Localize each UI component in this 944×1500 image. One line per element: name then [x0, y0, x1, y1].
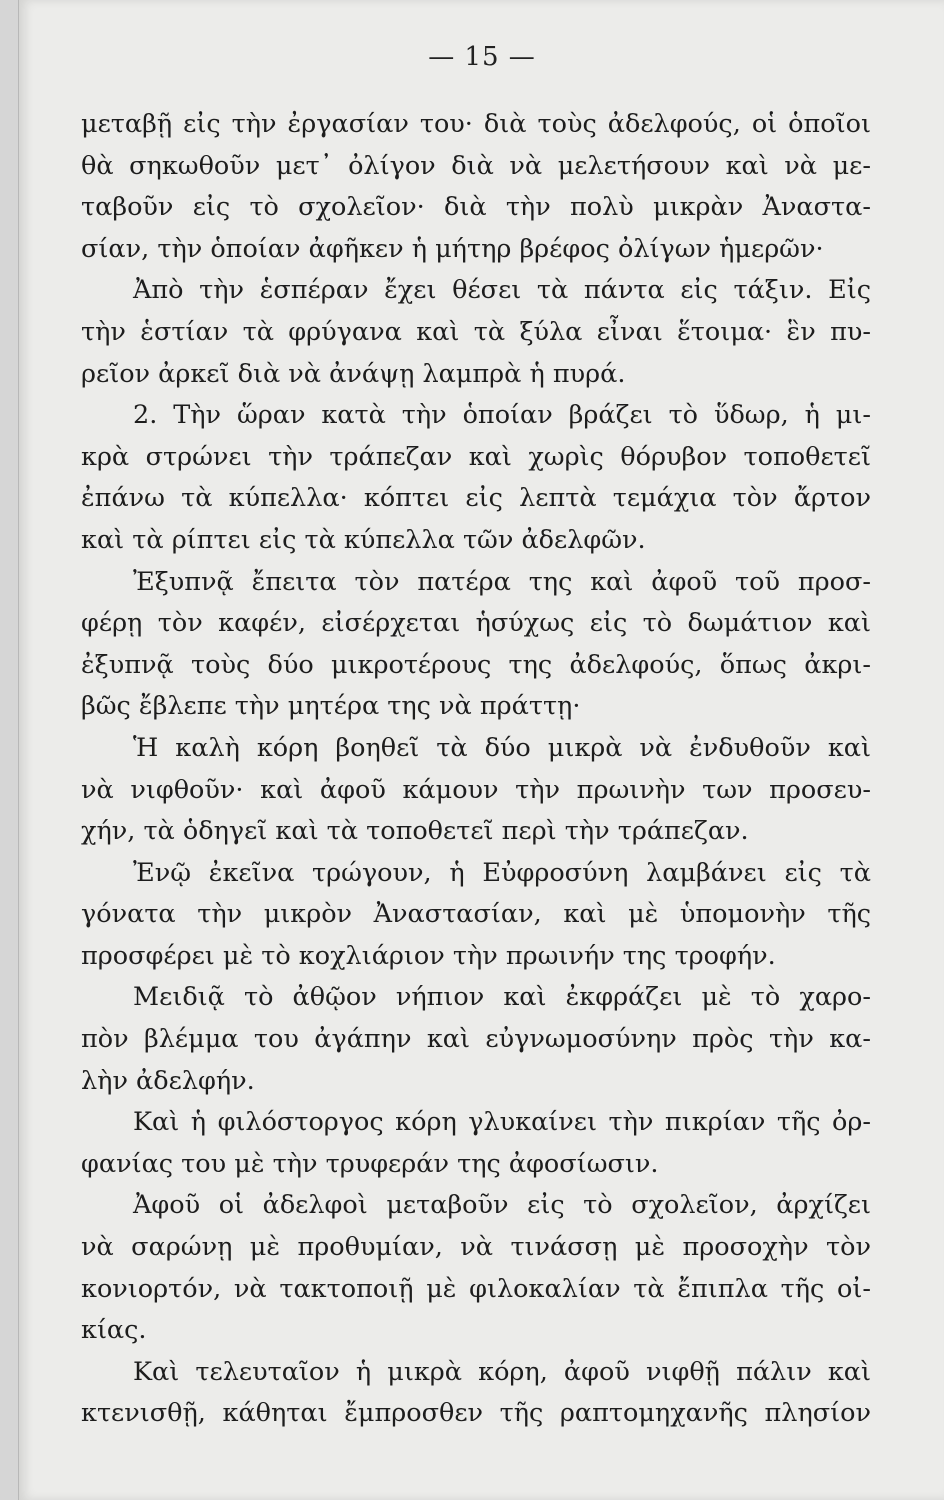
text-line: φέρῃ τὸν καφέν, εἰσέρχεται ἡσύχως εἰς τὸ δωμάτιον καὶ [81, 608, 871, 639]
body-text [81, 104, 871, 1435]
text-line: Ἐνῷ ἐκεῖνα τρώγουν, ἡ Εὐφροσύνη λαμβάνει εἰς τὰ [133, 857, 871, 888]
text-line: Καὶ ἡ φιλόστοργος κόρη γλυκαίνει τὴν πικρίαν τῆς ὀρ- [133, 1107, 871, 1138]
text-line: 2. Τὴν ὥραν κατὰ τὴν ὁποίαν βράζει τὸ ὕδωρ, ἡ μι- [133, 400, 871, 431]
text-line: Ἀπὸ τὴν ἑσπέραν ἔχει θέσει τὰ πάντα εἰς τάξιν. Εἰς [133, 275, 871, 306]
text-line: νὰ νιφθοῦν· καὶ ἀφοῦ κάμουν τὴν πρωινὴν των προσευ- [81, 774, 871, 805]
text-line: ταβοῦν εἰς τὸ σχολεῖον· διὰ τὴν πολὺ μικρὰν Ἀναστα- [81, 192, 871, 223]
text-line: κονιορτόν, νὰ τακτοποιῇ μὲ φιλοκαλίαν τὰ ἔπιπλα τῆς οἰ- [81, 1273, 871, 1304]
text-line: καὶ τὰ ρίπτει εἰς τὰ κύπελλα τῶν ἀδελφῶν. [81, 524, 646, 555]
text-line: Ἡ καλὴ κόρη βοηθεῖ τὰ δύο μικρὰ νὰ ἐνδυθοῦν καὶ [133, 732, 871, 763]
text-line: Ἐξυπνᾷ ἔπειτα τὸν πατέρα της καὶ ἀφοῦ τοῦ προσ- [133, 566, 871, 597]
page-number-header: — 15 — [428, 42, 536, 72]
text-line: κίας. [81, 1315, 147, 1346]
text-line: πὸν βλέμμα του ἀγάπην καὶ εὐγνωμοσύνην πρὸς τὴν κα- [81, 1024, 871, 1055]
text-line: λὴν ἀδελφήν. [81, 1065, 255, 1096]
text-line: φανίας του μὲ τὴν τρυφεράν της ἀφοσίωσιν. [81, 1148, 659, 1179]
text-line: βῶς ἔβλεπε τὴν μητέρα της νὰ πράττῃ· [81, 691, 581, 722]
text-line: κρὰ στρώνει τὴν τράπεζαν καὶ χωρὶς θόρυβον τοποθετεῖ [81, 441, 871, 472]
text-line: ἐξυπνᾷ τοὺς δύο μικροτέρους της ἀδελφούς, ὅπως ἀκρι- [81, 649, 871, 680]
text-line: σίαν, τὴν ὁποίαν ἀφῆκεν ἡ μήτηρ βρέφος ὀλίγων ἡμερῶν· [81, 233, 824, 264]
text-line: Μειδιᾷ τὸ ἀθῷον νήπιον καὶ ἐκφράζει μὲ τὸ χαρο- [133, 982, 871, 1013]
text-line: νὰ σαρώνῃ μὲ προθυμίαν, νὰ τινάσσῃ μὲ προσοχὴν τὸν [81, 1232, 871, 1263]
text-line: θὰ σηκωθοῦν μετ᾽ ὀλίγον διὰ νὰ μελετήσουν καὶ νὰ με- [81, 150, 871, 181]
book-page [18, 0, 944, 1500]
text-line: ἐπάνω τὰ κύπελλα· κόπτει εἰς λεπτὰ τεμάχια τὸν ἄρτον [81, 483, 871, 514]
text-line: μεταβῇ εἰς τὴν ἐργασίαν του· διὰ τοὺς ἀδελφούς, οἱ ὁποῖοι [81, 109, 871, 139]
text-line: χήν, τὰ ὁδηγεῖ καὶ τὰ τοποθετεῖ περὶ τὴν τράπεζαν. [81, 816, 749, 847]
text-line: Ἀφοῦ οἱ ἀδελφοὶ μεταβοῦν εἰς τὸ σχολεῖον, ἀρχίζει [133, 1190, 871, 1221]
text-line: προσφέρει μὲ τὸ κοχλιάριον τὴν πρωινήν της τροφήν. [81, 940, 776, 971]
text-line: τὴν ἑστίαν τὰ φρύγανα καὶ τὰ ξύλα εἶναι ἕτοιμα· ἓν πυ- [81, 316, 871, 347]
text-line: Καὶ τελευταῖον ἡ μικρὰ κόρη, ἀφοῦ νιφθῇ πάλιν καὶ [133, 1356, 871, 1387]
text-line: γόνατα τὴν μικρὸν Ἀναστασίαν, καὶ μὲ ὑπομονὴν τῆς [81, 899, 871, 930]
text-line: κτενισθῇ, κάθηται ἔμπροσθεν τῆς ραπτομηχανῆς πλησίον [81, 1398, 871, 1429]
text-line: ρεῖον ἀρκεῖ διὰ νὰ ἀνάψῃ λαμπρὰ ἡ πυρά. [81, 358, 626, 389]
